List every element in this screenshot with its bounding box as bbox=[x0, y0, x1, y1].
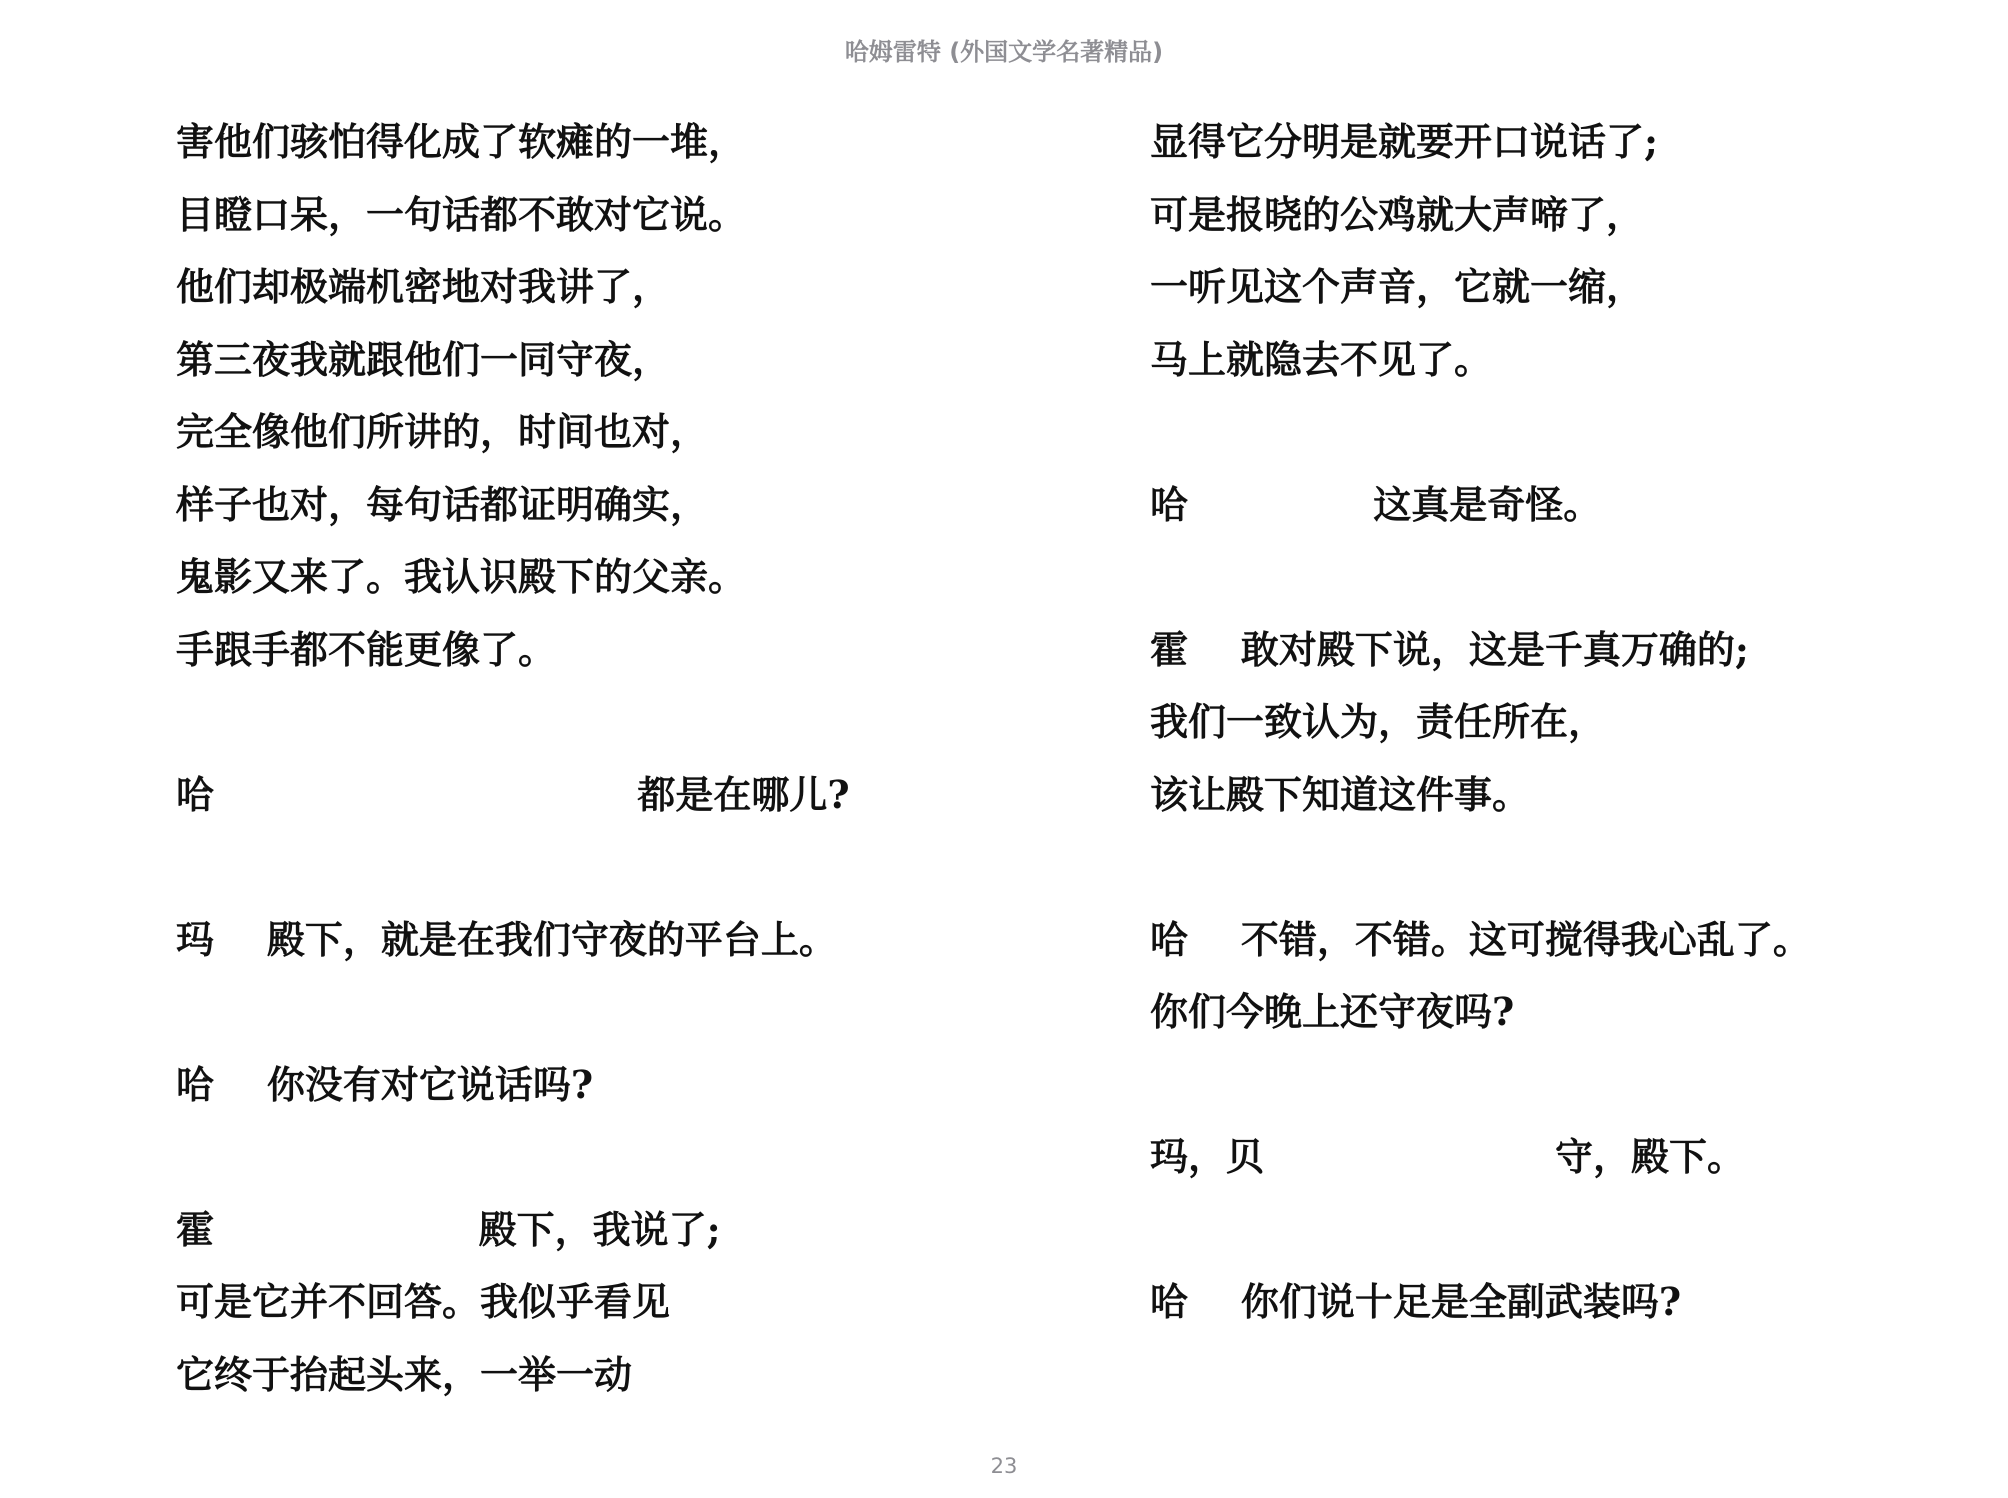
text-line: 可是它并不回答。我似乎看见 bbox=[176, 1279, 671, 1324]
text-line: 哈 不错，不错。这可搅得我心乱了。 bbox=[1150, 916, 1811, 962]
text-line bbox=[1150, 547, 1950, 620]
text-line: 他们却极端机密地对我讲了， bbox=[176, 264, 671, 309]
text-line bbox=[1150, 402, 1950, 475]
text-line: 鬼影又来了。我认识殿下的父亲。 bbox=[176, 554, 747, 599]
text-line bbox=[176, 837, 1056, 910]
right-text-column bbox=[1150, 112, 1950, 1345]
text-line: 第三夜我就跟他们一同守夜， bbox=[176, 336, 671, 382]
text-line: 哈 你们说十足是全副武装吗? bbox=[1150, 1279, 1682, 1324]
text-line: 完全像他们所讲的，时间也对， bbox=[176, 409, 709, 454]
text-line: 目瞪口呆，一句话都不敢对它说。 bbox=[176, 191, 747, 237]
left-text-column bbox=[176, 112, 1056, 1417]
text-line bbox=[176, 982, 1056, 1055]
text-line: 我们一致认为，责任所在， bbox=[1150, 699, 1607, 744]
text-line: 霍 敢对殿下说，这是千真万确的; bbox=[1150, 626, 1749, 672]
text-line: 害他们骇怕得化成了软瘫的一堆， bbox=[176, 119, 747, 164]
text-line: 玛 殿下，就是在我们守夜的平台上。 bbox=[176, 916, 837, 962]
text-line bbox=[1150, 1055, 1950, 1128]
text-line: 手跟手都不能更像了。 bbox=[176, 626, 557, 672]
text-line: 可是报晓的公鸡就大声啼了， bbox=[1150, 191, 1645, 237]
text-line: 该让殿下知道这件事。 bbox=[1150, 771, 1531, 817]
page-number: 23 bbox=[990, 1454, 1018, 1478]
text-line: 马上就隐去不见了。 bbox=[1150, 336, 1493, 382]
text-line: 哈 都是在哪儿? bbox=[176, 771, 850, 817]
text-line: 样子也对，每句话都证明确实， bbox=[176, 481, 709, 527]
text-line: 它终于抬起头来，一举一动 bbox=[176, 1351, 633, 1397]
text-line bbox=[1150, 837, 1950, 910]
text-line: 霍 殿下，我说了; bbox=[176, 1206, 721, 1252]
text-line bbox=[176, 692, 1056, 765]
text-line: 哈 你没有对它说话吗? bbox=[176, 1061, 594, 1107]
text-line: 显得它分明是就要开口说话了; bbox=[1150, 119, 1659, 164]
text-line bbox=[1150, 1200, 1950, 1273]
book-title-header: 哈姆雷特 (外国文学名著精品) bbox=[844, 38, 1164, 66]
text-line: 一听见这个声音，它就一缩， bbox=[1150, 264, 1645, 309]
text-line: 哈 这真是奇怪。 bbox=[1150, 481, 1602, 527]
text-line: 你们今晚上还守夜吗? bbox=[1150, 989, 1515, 1034]
text-line: 玛，贝 守，殿下。 bbox=[1150, 1134, 1746, 1179]
text-line bbox=[176, 1127, 1056, 1200]
